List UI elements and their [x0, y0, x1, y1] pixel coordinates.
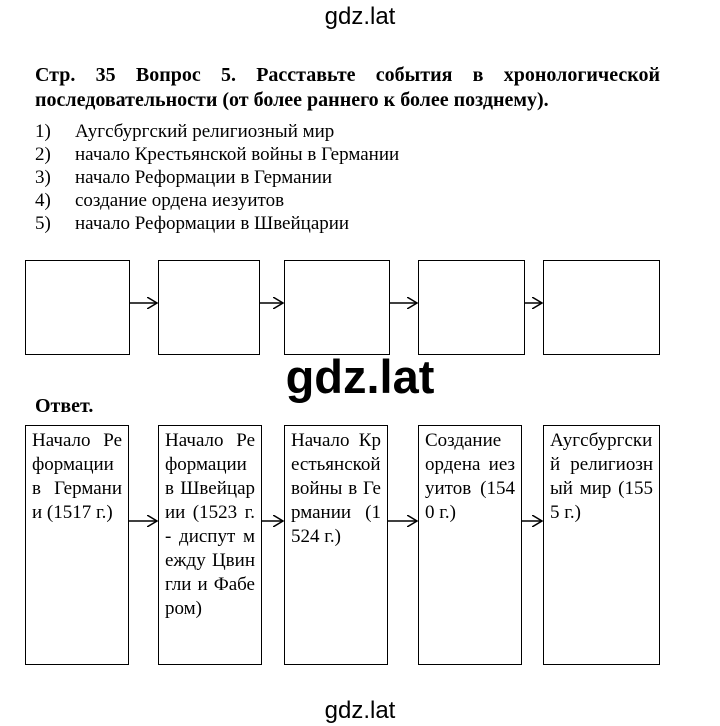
answer-label: Ответ.: [35, 395, 94, 417]
answer-text: Начало Реформации в Швейцарии (1523 г.- диспут между Цвингли и Фабером): [165, 430, 255, 619]
event-number: 3): [35, 167, 51, 188]
answer-text: Начало Реформации в Германии (1517 г.): [32, 430, 122, 523]
event-text: начало Крестьянской войны в Германии: [75, 144, 400, 165]
event-number: 1): [35, 121, 51, 142]
event-text: Аугсбургский религиозный мир: [75, 121, 335, 142]
event-number: 5): [35, 213, 51, 234]
question-title: Стр. 35 Вопрос 5. Расставьте события в хронологической последовательности (от более раннего к более позднему).: [35, 64, 660, 111]
event-text: начало Реформации в Швейцарии: [75, 213, 350, 234]
watermark-top: gdz.lat: [324, 3, 396, 30]
event-number: 2): [35, 144, 51, 165]
watermark-bottom: gdz.lat: [324, 697, 396, 724]
event-text: создание ордена иезуитов: [75, 190, 285, 211]
event-number: 4): [35, 190, 51, 211]
answer-text: Аугсбургский религиозный мир (1555 г.): [550, 430, 653, 523]
answer-text: Начало Крестьянской войны в Германии (1524 г.): [291, 430, 381, 547]
event-text: начало Реформации в Германии: [75, 167, 333, 188]
answer-text: Создание ордена иезуитов (1540 г.): [425, 430, 515, 523]
watermark-middle: gdz.lat: [285, 350, 435, 403]
